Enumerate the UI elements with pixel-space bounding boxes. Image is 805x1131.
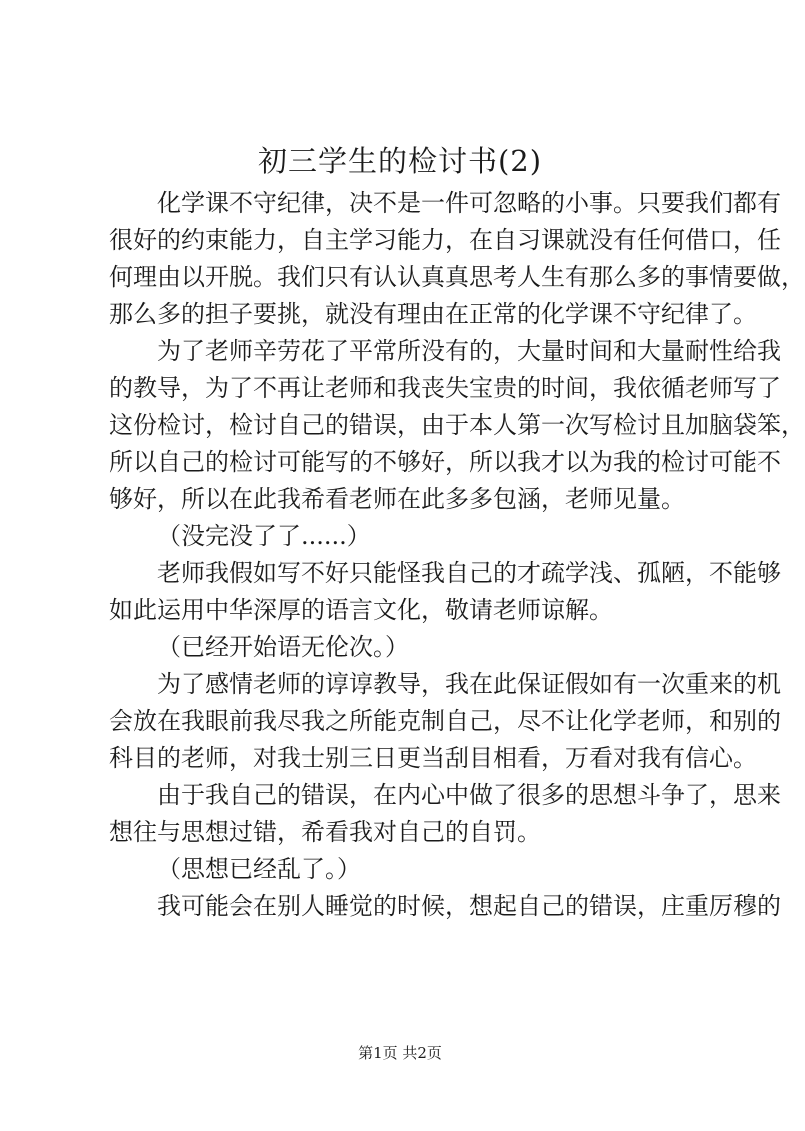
paragraph-line: （没完没了了......） [157,522,371,550]
paragraph-line: 会放在我眼前我尽我之所能克制自己，尽不让化学老师，和别的 [109,707,781,735]
paragraph-line: 由于我自己的错误，在内心中做了很多的思想斗争了，思来 [157,781,781,809]
paragraph-line: （思想已经乱了。） [157,855,361,883]
paragraph-6 [109,666,781,777]
paragraph-line: 够好，所以在此我希看老师在此多多包涵，老师见量。 [109,485,685,513]
paragraph-line: （已经开始语无伦次。） [157,633,409,661]
document-body [109,185,805,925]
paragraph-line: 科目的老师，对我士别三日更当刮目相看，万看对我有信心。 [109,744,757,772]
paragraph-8 [109,851,709,888]
paragraph-line: 为了感情老师的谆谆教导，我在此保证假如有一次重来的机 [157,670,781,698]
paragraph-line: 何理由以开脱。我们只有认认真真思考人生有那么多的事情要做， [109,263,805,291]
paragraph-line: 为了老师辛劳花了平常所没有的，大量时间和大量耐性给我 [157,337,781,365]
paragraph-line: 我可能会在别人睡觉的时候，想起自己的错误，庄重厉穆的 [157,892,781,920]
paragraph-9 [109,888,781,925]
paragraph-5 [109,629,709,666]
paragraph-line: 化学课不守纪律，决不是一件可忽略的小事。只要我们都有 [157,189,781,217]
paragraph-4 [109,555,781,629]
paragraph-line: 这份检讨，检讨自己的错误，由于本人第一次写检讨且加脑袋笨， [109,411,805,439]
paragraph-line: 的教导，为了不再让老师和我丧失宝贵的时间，我依循老师写了 [109,374,781,402]
paragraph-line: 所以自己的检讨可能写的不够好，所以我才以为我的检讨可能不 [109,448,781,476]
paragraph-line: 那么多的担子要挑，就没有理由在正常的化学课不守纪律了。 [109,300,757,328]
page-number-footer: 第1页 共2页 [358,1044,442,1062]
paragraph-line: 如此运用中华深厚的语言文化，敬请老师谅解。 [109,596,613,624]
paragraph-2 [109,333,805,518]
paragraph-line: 想往与思想过错，希看我对自己的自罚。 [109,818,541,846]
paragraph-1 [109,185,805,333]
paragraph-7 [109,777,781,851]
paragraph-line: 老师我假如写不好只能怪我自己的才疏学浅、孤陋，不能够 [157,559,781,587]
paragraph-line: 很好的约束能力，自主学习能力，在自习课就没有任何借口，任 [109,226,781,254]
paragraph-3 [109,518,709,555]
document-title: 初三学生的检讨书(2) [257,144,543,178]
